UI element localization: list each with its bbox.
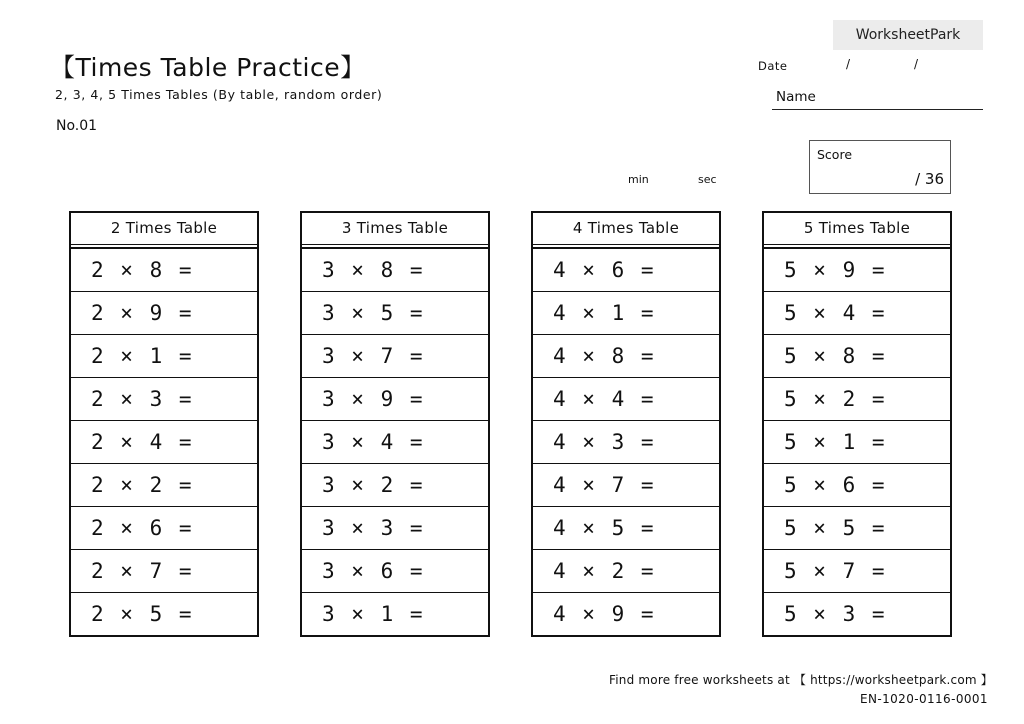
problem-row: 4 × 3 = <box>533 420 719 463</box>
score-total: / 36 <box>915 170 944 188</box>
score-box[interactable] <box>809 140 951 194</box>
worksheet-code: EN-1020-0116-0001 <box>860 692 988 706</box>
problem-row: 3 × 2 = <box>302 463 488 506</box>
problem-row: 4 × 8 = <box>533 334 719 377</box>
problem-row: 4 × 4 = <box>533 377 719 420</box>
problem-row: 5 × 4 = <box>764 291 950 334</box>
table-title: 3 Times Table <box>302 213 488 248</box>
table-title: 4 Times Table <box>533 213 719 248</box>
problem-row: 5 × 2 = <box>764 377 950 420</box>
times-table-3 <box>300 211 490 637</box>
worksheet-number: No.01 <box>56 118 98 134</box>
problem-row: 4 × 7 = <box>533 463 719 506</box>
name-label: Name <box>776 89 816 105</box>
problem-row: 2 × 5 = <box>71 592 257 635</box>
date-separator: / <box>846 57 851 71</box>
problem-row: 5 × 7 = <box>764 549 950 592</box>
problem-row: 2 × 7 = <box>71 549 257 592</box>
problem-row: 3 × 1 = <box>302 592 488 635</box>
table-title: 5 Times Table <box>764 213 950 248</box>
date-label: Date <box>758 59 788 73</box>
problem-row: 2 × 9 = <box>71 291 257 334</box>
problem-row: 4 × 6 = <box>533 248 719 291</box>
problem-row: 3 × 9 = <box>302 377 488 420</box>
brand-label: WorksheetPark <box>833 20 983 50</box>
problem-row: 4 × 1 = <box>533 291 719 334</box>
problem-row: 2 × 1 = <box>71 334 257 377</box>
problem-row: 2 × 8 = <box>71 248 257 291</box>
date-separator: / <box>914 57 919 71</box>
footer-link[interactable]: Find more free worksheets at 【 https://worksheetpark.com 】 <box>609 673 993 687</box>
problem-row: 2 × 6 = <box>71 506 257 549</box>
problem-row: 5 × 6 = <box>764 463 950 506</box>
times-table-2 <box>69 211 259 637</box>
page-title: 【Times Table Practice】 <box>50 53 366 82</box>
times-table-4 <box>531 211 721 637</box>
problem-row: 4 × 5 = <box>533 506 719 549</box>
subtitle: 2, 3, 4, 5 Times Tables (By table, random order) <box>55 87 383 102</box>
problem-row: 3 × 4 = <box>302 420 488 463</box>
score-label: Score <box>817 147 853 162</box>
problem-row: 4 × 2 = <box>533 549 719 592</box>
table-title: 2 Times Table <box>71 213 257 248</box>
problem-row: 5 × 5 = <box>764 506 950 549</box>
problem-row: 4 × 9 = <box>533 592 719 635</box>
times-table-5 <box>762 211 952 637</box>
problem-row: 3 × 8 = <box>302 248 488 291</box>
problem-row: 2 × 3 = <box>71 377 257 420</box>
problem-row: 3 × 6 = <box>302 549 488 592</box>
problem-row: 3 × 7 = <box>302 334 488 377</box>
problem-row: 5 × 3 = <box>764 592 950 635</box>
min-label: min <box>628 173 649 186</box>
problem-row: 2 × 4 = <box>71 420 257 463</box>
problem-row: 2 × 2 = <box>71 463 257 506</box>
problem-row: 5 × 9 = <box>764 248 950 291</box>
problem-row: 3 × 5 = <box>302 291 488 334</box>
sec-label: sec <box>698 173 717 186</box>
name-field-line[interactable] <box>772 109 983 110</box>
problem-row: 5 × 8 = <box>764 334 950 377</box>
problem-row: 3 × 3 = <box>302 506 488 549</box>
problem-row: 5 × 1 = <box>764 420 950 463</box>
